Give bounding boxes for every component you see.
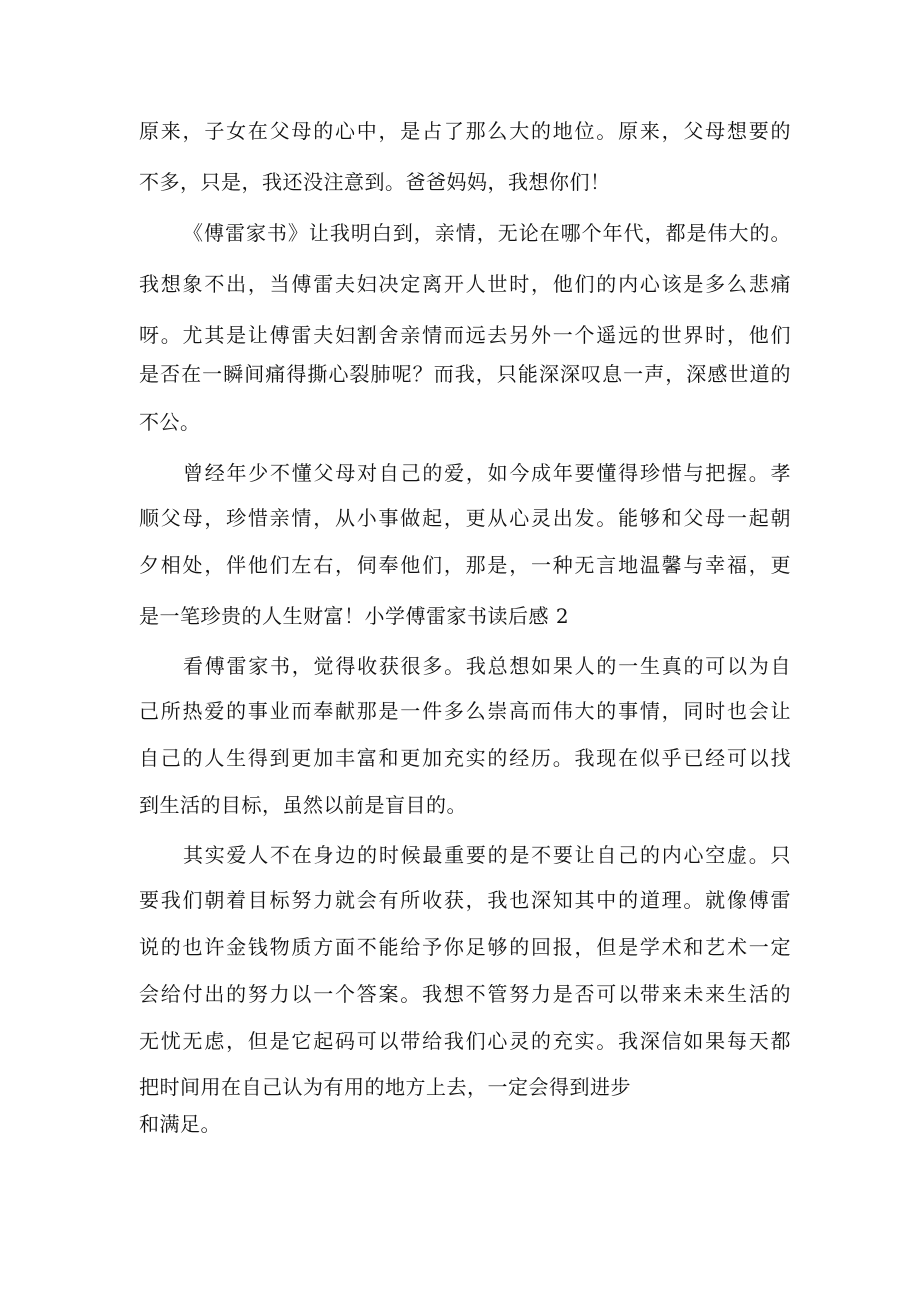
text-line: 会给付出的努力以一个答案。我想不管努力是否可以带来未来生活的: [139, 982, 791, 1006]
text-line: 是否在一瞬间痛得撕心裂肺呢？而我，只能深深叹息一声，深感世道的: [139, 362, 791, 386]
text-line: 呀。尤其是让傅雷夫妇割舍亲情而远去另外一个遥远的世界时，他们: [139, 323, 791, 347]
text-line: 和满足。: [139, 1112, 221, 1136]
text-line: 看傅雷家书，觉得收获很多。我总想如果人的一生真的可以为自: [183, 654, 791, 678]
text-line: 要我们朝着目标努力就会有所收获，我也深知其中的道理。就像傅雷: [139, 888, 791, 912]
text-line: 自己的人生得到更加丰富和更加充实的经历。我现在似乎已经可以找: [139, 746, 791, 770]
text-line: 是一笔珍贵的人生财富！小学傅雷家书读后感 2: [139, 604, 570, 628]
text-line: 到生活的目标，虽然以前是盲目的。: [139, 793, 467, 817]
text-line: 顺父母，珍惜亲情，从小事做起，更从心灵出发。能够和父母一起朝: [139, 506, 791, 530]
text-line: 其实爱人不在身边的时候最重要的是不要让自己的内心空虚。只: [183, 843, 791, 867]
text-line: 说的也许金钱物质方面不能给予你足够的回报，但是学术和艺术一定: [139, 935, 791, 959]
text-line: 《傅雷家书》让我明白到，亲情，无论在哪个年代，都是伟大的。: [183, 221, 791, 245]
text-line: 我想象不出，当傅雷夫妇决定离开人世时，他们的内心该是多么悲痛: [139, 272, 791, 296]
text-line: 不公。: [139, 410, 201, 434]
text-line: 己所热爱的事业而奉献那是一件多么崇高而伟大的事情，同时也会让: [139, 699, 791, 723]
text-line: 原来，子女在父母的心中，是占了那么大的地位。原来，父母想要的: [139, 119, 791, 143]
text-line: 曾经年少不懂父母对自己的爱，如今成年要懂得珍惜与把握。孝: [183, 461, 791, 485]
text-line: 无忧无虑，但是它起码可以带给我们心灵的充实。我深信如果每天都: [139, 1029, 791, 1053]
text-line: 不多，只是，我还没注意到。爸爸妈妈，我想你们！: [139, 170, 611, 194]
text-line: 把时间用在自己认为有用的地方上去，一定会得到进步: [139, 1075, 631, 1099]
text-line: 夕相处，伴他们左右，伺奉他们，那是，一种无言地温馨与幸福，更: [139, 553, 791, 577]
